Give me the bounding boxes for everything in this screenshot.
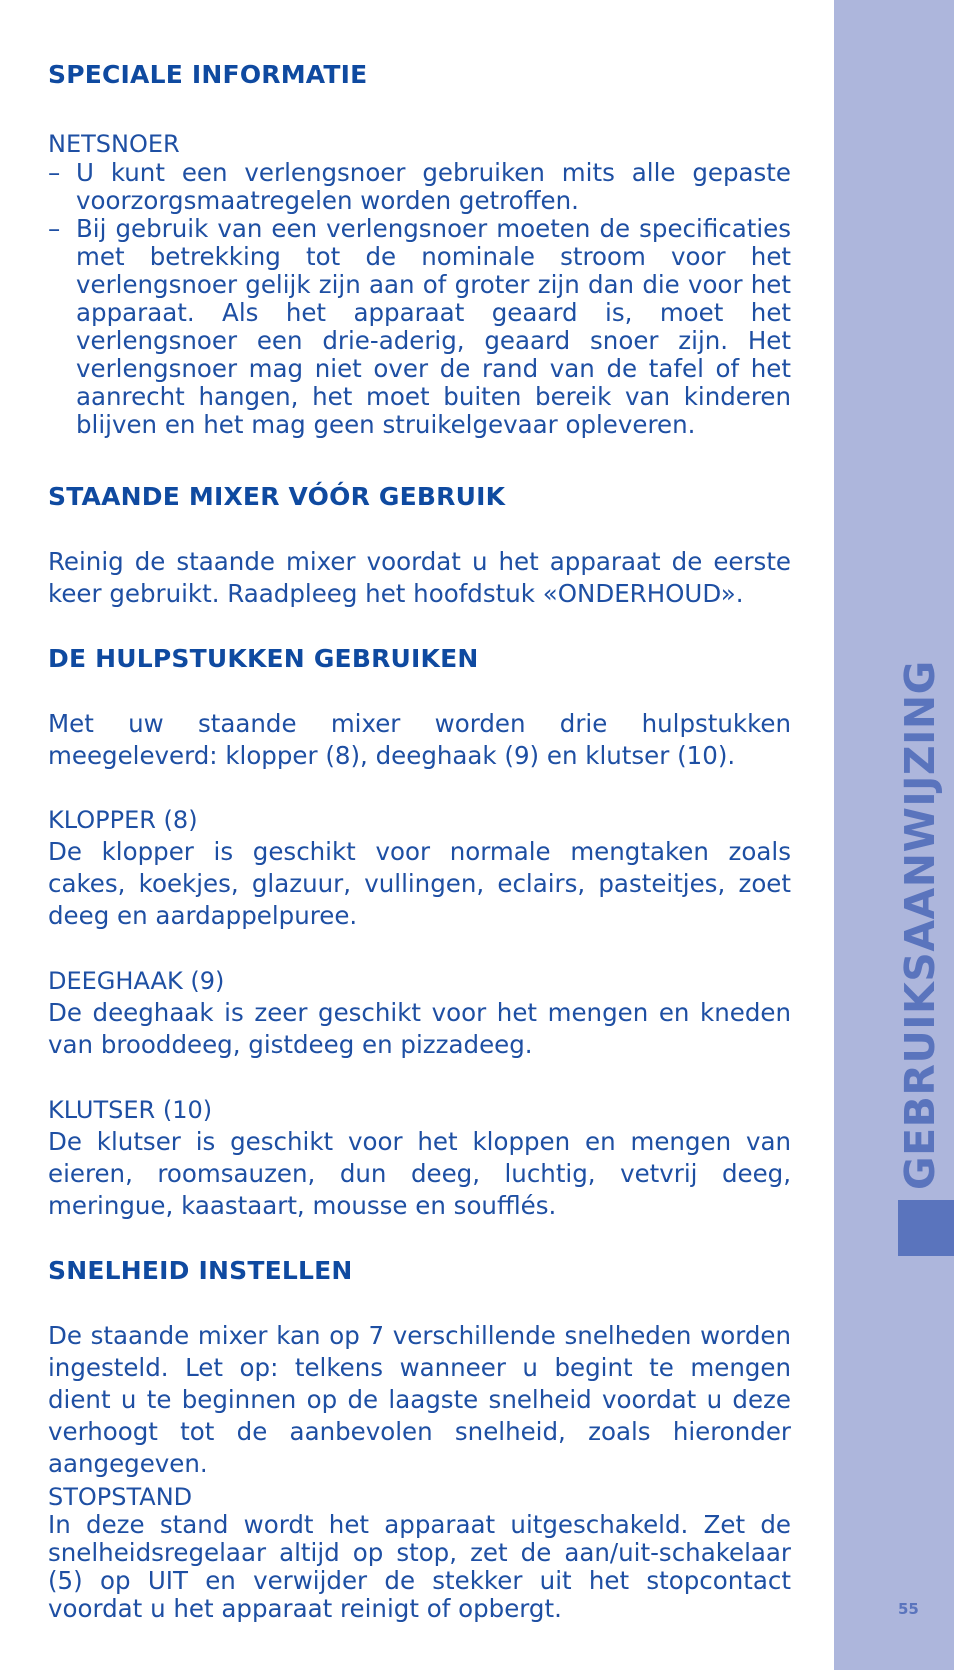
paragraph-klopper: De klopper is geschikt voor normale mengtaken zoals cakes, koekjes, glazuur, vullingen, eclairs, pasteitjes, zoet deeg en aardappelpuree. <box>48 837 791 930</box>
heading-speciale-informatie: SPECIALE INFORMATIE <box>48 60 368 89</box>
paragraph-hulpstukken-intro: Met uw staande mixer worden drie hulpstukken meegeleverd: klopper (8), deeghaak (9) en klutser (10). <box>48 709 791 770</box>
heading-snelheid: SNELHEID INSTELLEN <box>48 1256 353 1285</box>
paragraph-voor-gebruik: Reinig de staande mixer voordat u het apparaat de eerste keer gebruikt. Raadpleeg het hoofdstuk «ONDERHOUD». <box>48 547 791 608</box>
heading-voor-gebruik: STAANDE MIXER VÓÓR GEBRUIK <box>48 482 506 511</box>
subheading-klutser: KLUTSER (10) <box>48 1096 213 1124</box>
subheading-klopper: KLOPPER (8) <box>48 806 198 834</box>
subheading-deeghaak: DEEGHAAK (9) <box>48 967 225 995</box>
subheading-netsnoer: NETSNOER <box>48 130 180 158</box>
dash-bullet: – <box>48 214 61 243</box>
subheading-stopstand: STOPSTAND <box>48 1483 193 1511</box>
paragraph-stopstand: In deze stand wordt het apparaat uitgeschakeld. Zet de snelheidsregelaar altijd op stop, zet de aan/uit-schakelaar (5) op UIT en verwijder de stekker uit het stopcontact voordat u het apparaat reinigt of opbergt. <box>48 1510 791 1623</box>
list-item <box>48 159 791 215</box>
netsnoer-list <box>48 159 791 439</box>
list-item-text: U kunt een verlengsnoer gebruiken mits alle gepaste voorzorgsmaatregelen worden getroffen. <box>76 158 791 215</box>
page-number: 55 <box>898 1600 919 1618</box>
sidebar-title: GEBRUIKSAANWIJZING <box>896 660 944 1190</box>
list-item-text: Bij gebruik van een verlengsnoer moeten de specificaties met betrekking tot de nominale stroom voor het verlengsnoer gelijk zijn aan of groter zijn dan die voor het apparaat. Als het apparaat geaard is, moet het verlengsnoer een drie-aderig, geaard snoer zijn. Het verlengsnoer mag niet over de rand van de tafel of het aanrecht hangen, het moet buiten bereik van kinderen blijven en het mag geen struikelgevaar opleveren. <box>76 214 791 439</box>
list-item <box>48 215 791 439</box>
paragraph-deeghaak: De deeghaak is zeer geschikt voor het mengen en kneden van brooddeeg, gistdeeg en pizzadeeg. <box>48 998 791 1059</box>
heading-hulpstukken: DE HULPSTUKKEN GEBRUIKEN <box>48 644 479 673</box>
dash-bullet: – <box>48 158 61 187</box>
sidebar-tab-marker <box>898 1200 954 1256</box>
paragraph-snelheid: De staande mixer kan op 7 verschillende snelheden worden ingesteld. Let op: telkens wanneer u begint te mengen dient u te beginnen op de laagste snelheid voordat u deze verhoogt tot de aanbevolen snelheid, zoals hieronder aangegeven. <box>48 1321 791 1478</box>
paragraph-klutser: De klutser is geschikt voor het kloppen en mengen van eieren, roomsauzen, dun deeg, luchtig, vetvrij deeg, meringue, kaastaart, mousse en soufflés. <box>48 1127 791 1220</box>
